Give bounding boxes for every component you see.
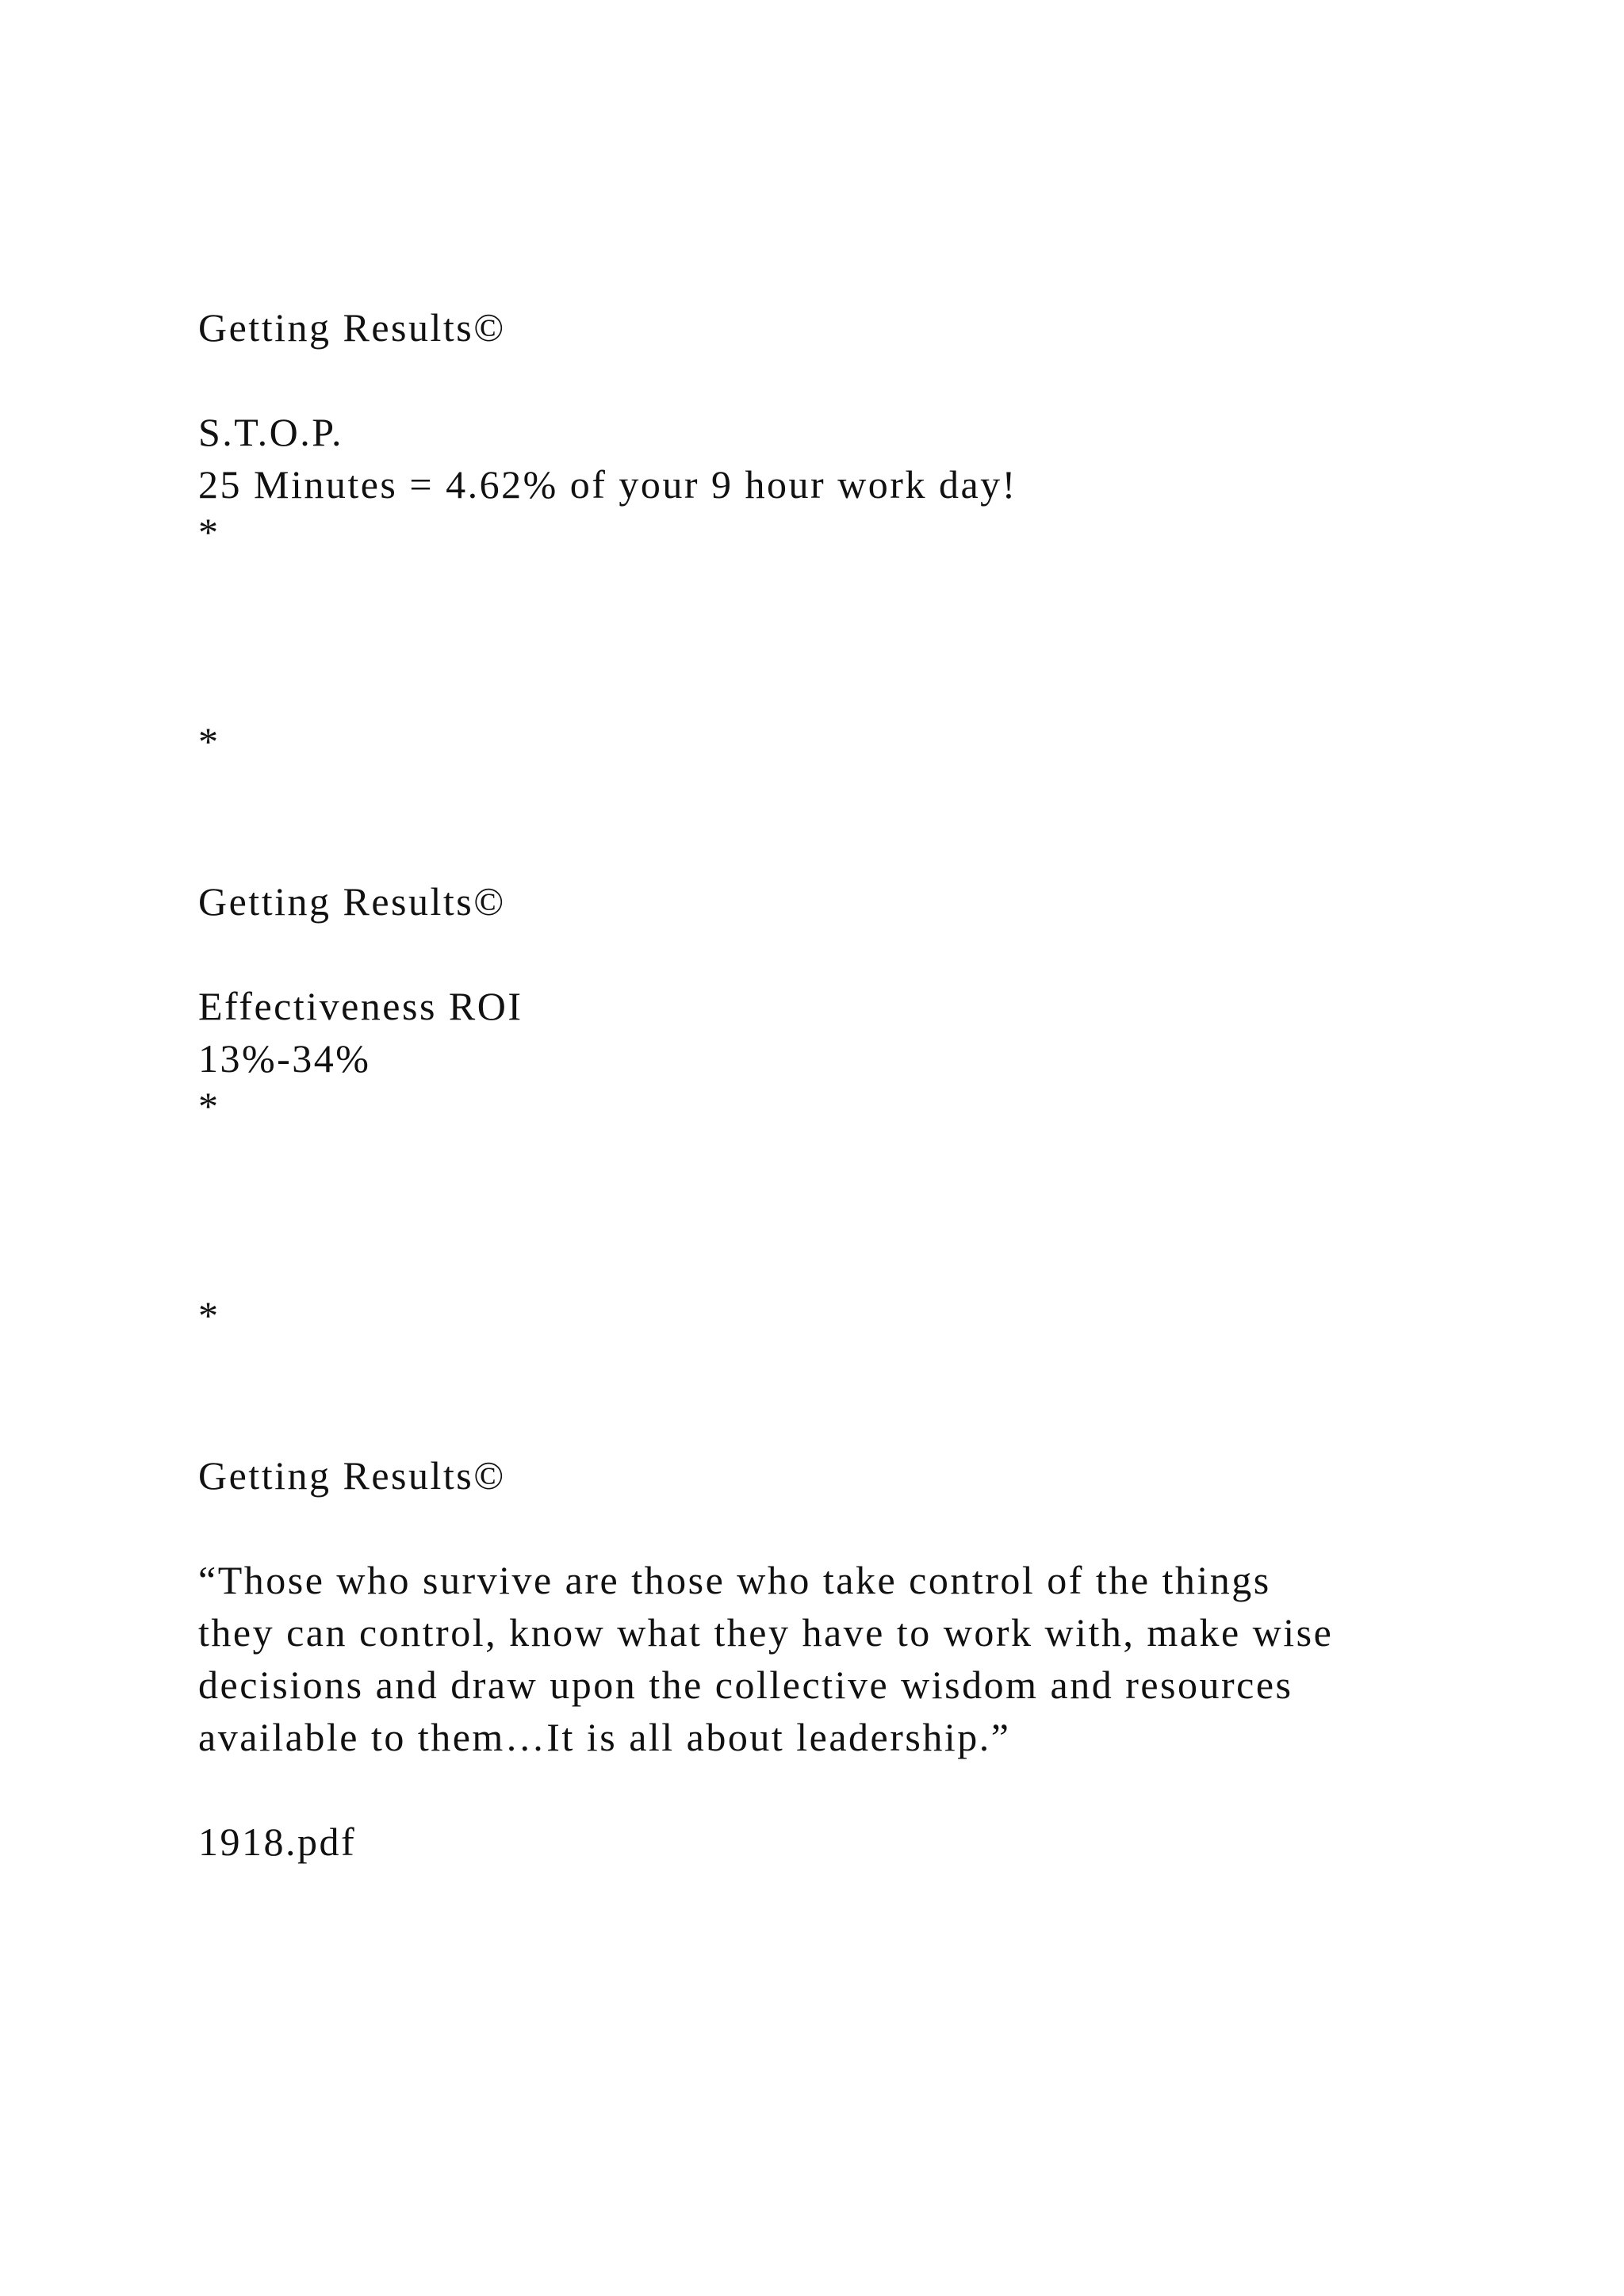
slide2-marker-b: * [198,1293,220,1337]
file-name: 1918.pdf [198,1820,357,1864]
slide2-body: 13%-34% [198,1036,371,1081]
slide1-subtitle: S.T.O.P. [198,410,344,454]
quote-line: available to them…It is all about leadership.” [198,1715,1011,1759]
slide2-marker-a: * [198,1084,220,1128]
slide1-title: Getting Results© [198,305,506,350]
quote-line: decisions and draw upon the collective wisdom and resources [198,1663,1293,1707]
slide2-subtitle: Effectiveness ROI [198,984,523,1028]
slide3-title: Getting Results© [198,1453,506,1498]
slide1-body: 25 Minutes = 4.62% of your 9 hour work day! [198,462,1017,507]
slide2-title: Getting Results© [198,879,506,924]
quote-line: “Those who survive are those who take control of the things [198,1558,1271,1602]
quote-line: they can control, know what they have to work with, make wise [198,1610,1334,1655]
slide1-marker-b: * [198,719,220,763]
slide1-marker-a: * [198,510,220,554]
